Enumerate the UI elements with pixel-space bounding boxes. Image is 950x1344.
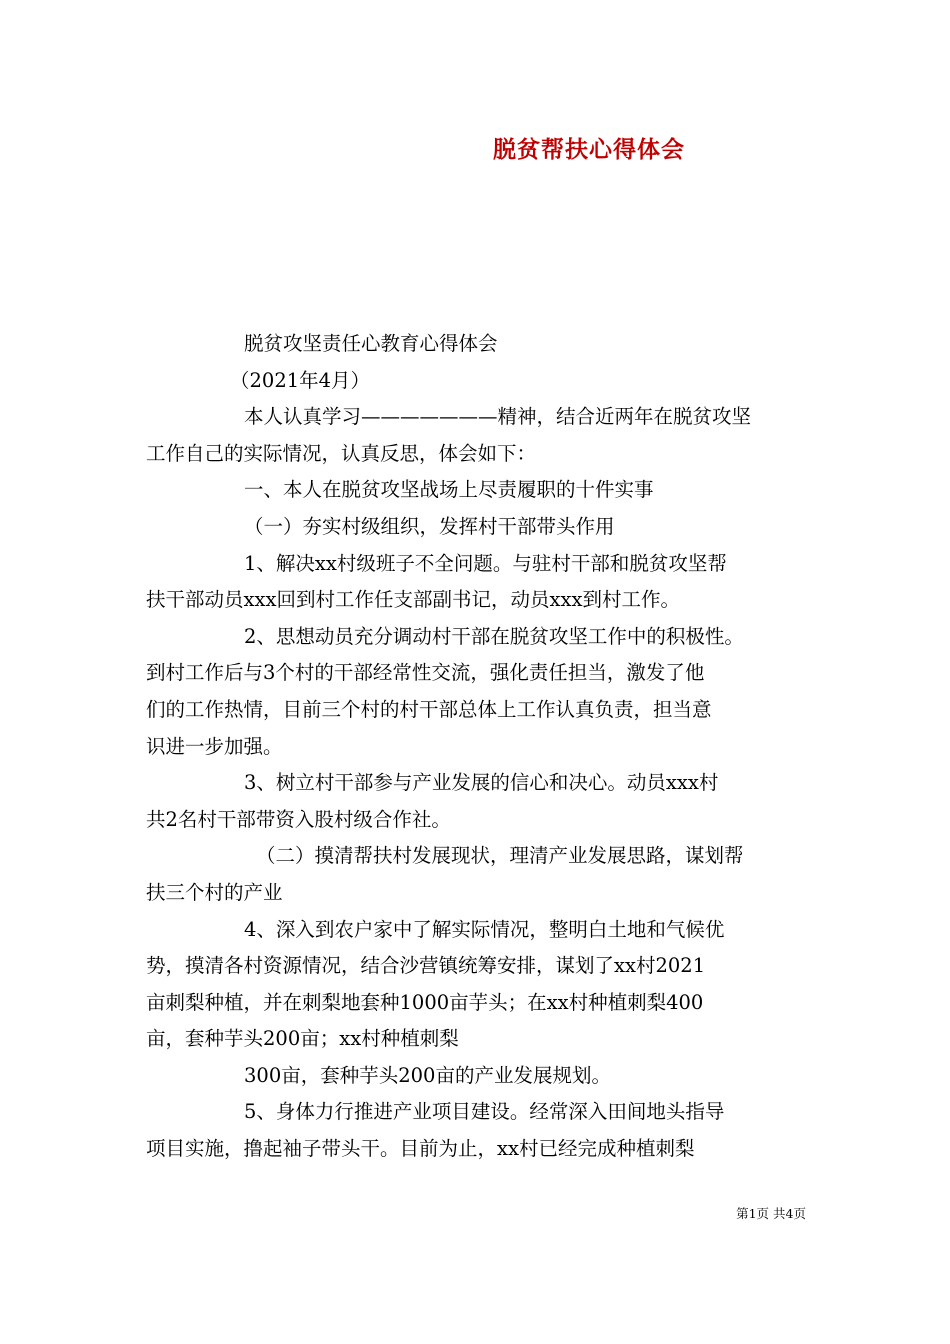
paragraph-line: 300亩，套种芋头200亩的产业发展规划。: [244, 1063, 611, 1087]
paragraph-line: 3、树立村干部参与产业发展的信心和决心。动员xxx村: [244, 771, 719, 795]
paragraph-line: 项目实施，撸起袖子带头干。目前为止，xx村已经完成种植刺梨: [146, 1137, 695, 1161]
page-title: 脱贫帮扶心得体会: [493, 136, 685, 163]
page-footer: 第1页 共4页: [736, 1206, 806, 1221]
paragraph-line: 识进一步加强。: [146, 734, 283, 758]
paragraph-line: 脱贫攻坚责任心教育心得体会: [244, 332, 498, 355]
paragraph-line: 扶三个村的产业: [146, 880, 283, 904]
paragraph-line: 扶干部动员xxx回到村工作任支部副书记，动员xxx到村工作。: [146, 588, 680, 612]
paragraph-line: 工作自己的实际情况，认真反思，体会如下：: [146, 441, 537, 465]
paragraph-line: （二）摸清帮扶村发展现状，理清产业发展思路，谋划帮: [256, 844, 744, 868]
paragraph-line: 到村工作后与3个村的干部经常性交流，强化责任担当，激发了他: [146, 661, 705, 685]
paragraph-line: （2021年4月）: [230, 368, 371, 392]
paragraph-line: 亩刺梨种植，并在刺梨地套种1000亩芋头；在xx村种植刺梨400: [146, 990, 704, 1014]
document-body: [146, 326, 808, 1168]
paragraph-line: 4、深入到农户家中了解实际情况，整明白土地和气候优: [244, 917, 725, 941]
paragraph-line: 势，摸清各村资源情况，结合沙营镇统筹安排，谋划了xx村2021: [146, 954, 706, 978]
paragraph-line: （一）夯实村级组织，发挥村干部带头作用: [244, 514, 615, 538]
paragraph-line: 2、思想动员充分调动村干部在脱贫攻坚工作中的积极性。: [244, 624, 744, 648]
paragraph-line: 亩，套种芋头200亩；xx村种植刺梨: [146, 1027, 459, 1051]
paragraph-line: 们的工作热情，目前三个村的村干部总体上工作认真负责，担当意: [146, 697, 712, 721]
paragraph-line: 一、本人在脱贫攻坚战场上尽责履职的十件实事: [244, 478, 654, 502]
paragraph-line: 1、解决xx村级班子不全问题。与驻村干部和脱贫攻坚帮: [244, 551, 727, 575]
paragraph-line: 本人认真学习———————精神，结合近两年在脱贫攻坚: [244, 405, 752, 429]
paragraph-line: 共2名村干部带资入股村级合作社。: [146, 807, 451, 831]
paragraph-line: 5、身体力行推进产业项目建设。经常深入田间地头指导: [244, 1100, 725, 1124]
